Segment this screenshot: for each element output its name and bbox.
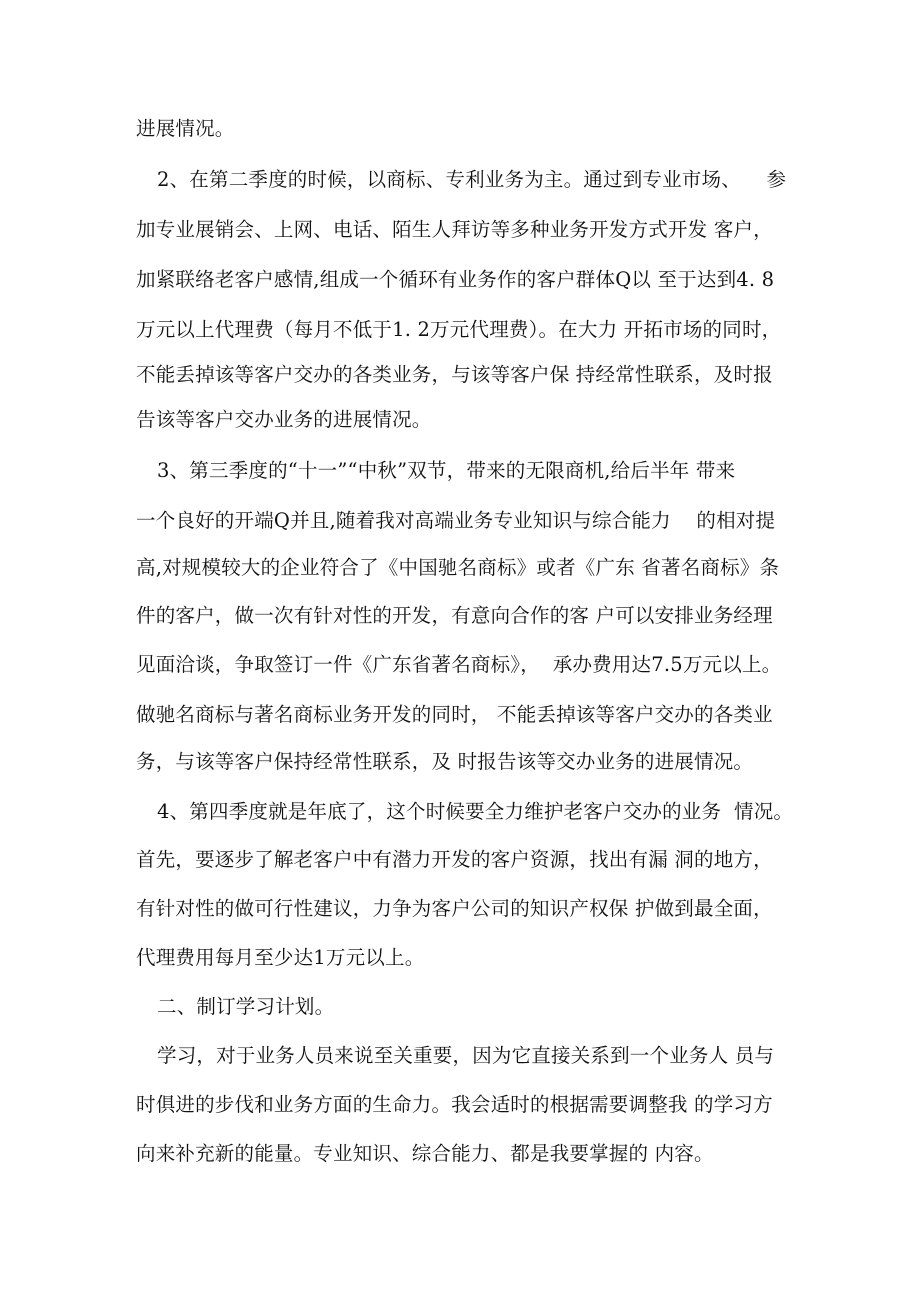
text-line: 件的客户，做一次有针对性的开发，有意向合作的客 户可以安排业务经理 xyxy=(136,604,773,627)
paragraph-4-line: 4、第四季度就是年底了，这个时候要全力维护老客户交办的业务 情况。 xyxy=(157,800,794,823)
text-line: 不能丢掉该等客户交办的各类业务，与该等客户保 持经常性联系，及时报 xyxy=(136,363,773,386)
text-line: 加专业展销会、上网、电话、陌生人拜访等多种业务开发方式开发 客户， xyxy=(136,218,773,241)
text-line: 代理费用每月至少达1万元以上。 xyxy=(136,946,425,969)
text-line: 务，与该等客户保持经常性联系，及 时报告该等交办业务的进展情况。 xyxy=(136,750,754,773)
text-line: 见面洽谈，争取签订一件《广东省著名商标》， 承办费用达7.5万元以上。 xyxy=(136,653,782,676)
text-line: 有针对性的做可行性建议，力争为客户公司的知识产权保 护做到最全面， xyxy=(136,897,773,920)
text-line: 告该等客户交办业务的进展情况。 xyxy=(136,408,432,431)
paragraph-3-line: 3、第三季度的“十一”“中秋”双节，带来的无限商机,给后半年 带来 xyxy=(157,459,736,482)
text-line: 做驰名商标与著名商标业务开发的同时， 不能丢掉该等客户交办的各类业 xyxy=(136,703,773,726)
text-line: 进展情况。 xyxy=(136,117,235,140)
text-line: 一个良好的开端Q并且,随着我对高端业务专业知识与综合能力 的相对提 xyxy=(136,509,776,532)
paragraph-study-line: 学习，对于业务人员来说至关重要，因为它直接关系到一个业务人 员与 xyxy=(157,1044,775,1067)
text-line: 高,对规模较大的企业符合了《中国驰名商标》或者《广东 省著名商标》条 xyxy=(136,556,780,579)
text-line: 向来补充新的能量。专业知识、综合能力、都是我要掌握的 内容。 xyxy=(136,1142,714,1165)
text-line: 加紧联络老客户感情,组成一个循环有业务作的客户群体Q以 至于达到4. 8 xyxy=(136,268,775,291)
paragraph-2-line: 2、在第二季度的时候，以商标、专利业务为主。通过到专业市场、 参 xyxy=(157,168,787,191)
text-line: 时俱进的步伐和业务方面的生命力。我会适时的根据需要调整我 的学习方 xyxy=(136,1093,773,1116)
text-line: 万元以上代理费（每月不低于1. 2万元代理费）。在大力 开拓市场的同时， xyxy=(136,318,782,341)
text-line: 首先，要逐步了解老客户中有潜力开发的客户资源，找出有漏 洞的地方， xyxy=(136,848,773,871)
section-heading: 二、制订学习计划。 xyxy=(157,995,335,1018)
